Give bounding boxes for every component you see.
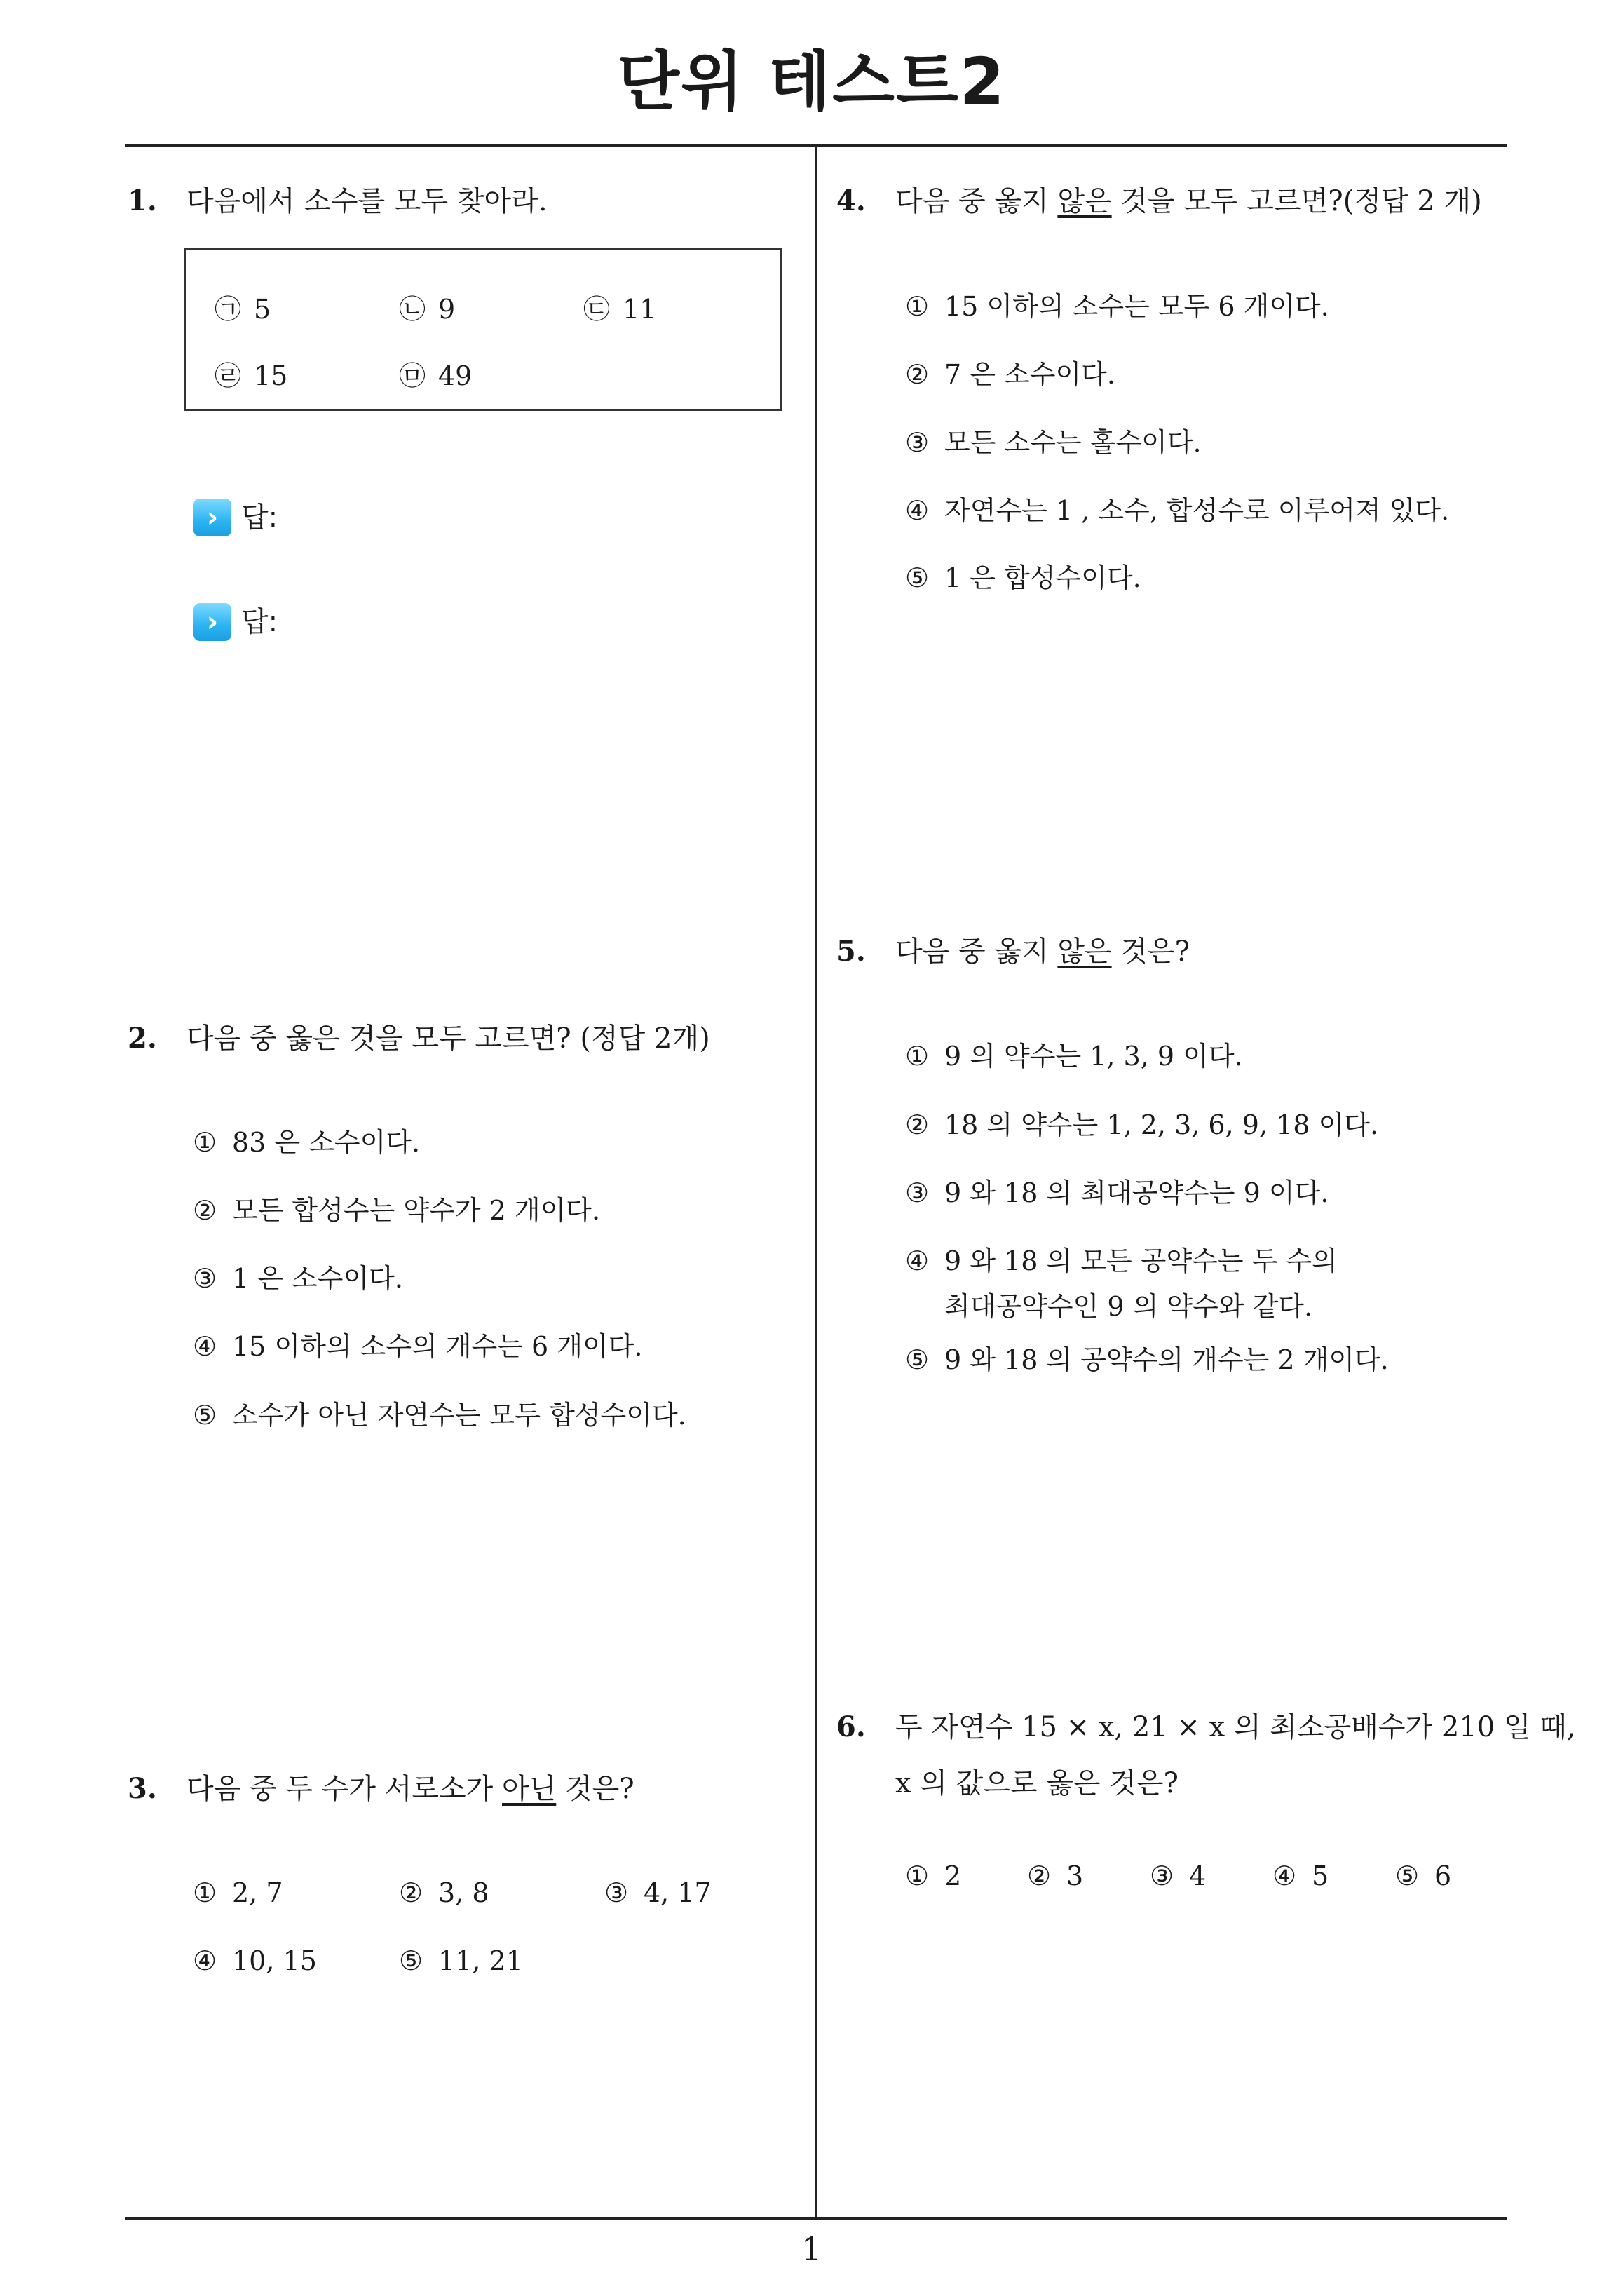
answer-option[interactable]: ① 2 — [905, 1861, 962, 1891]
question-text: 다음 중 옳지 않은 것은? — [895, 936, 1190, 968]
answer-option[interactable]: ① 9 의 약수는 1, 3, 9 이다. — [905, 1041, 1243, 1072]
footer-divider — [125, 2217, 1507, 2220]
question-text: 다음 중 두 수가 서로소가 아닌 것은? — [186, 1773, 634, 1805]
answer-option-continuation: 최대공약수인 9 의 약수와 같다. — [944, 1291, 1313, 1322]
box-item: ㉣ 15 — [215, 360, 288, 391]
answer-option[interactable]: ③ 4, 17 — [604, 1877, 712, 1908]
answer-option[interactable]: ④ 10, 15 — [193, 1945, 317, 1976]
answer-option[interactable]: ④ 15 이하의 소수의 개수는 6 개이다. — [193, 1331, 643, 1362]
question-text: 두 자연수 15 × x, 21 × x 의 최소공배수가 210 일 때, — [895, 1711, 1576, 1743]
box-item: ㉠ 5 — [215, 294, 271, 325]
answer-line[interactable]: › 답: — [193, 600, 278, 642]
answer-option[interactable]: ③ 9 와 18 의 최대공약수는 9 이다. — [905, 1177, 1329, 1208]
question-text: x 의 값으로 옳은 것은? — [895, 1767, 1179, 1799]
question-number: 4. — [836, 184, 866, 217]
answer-option[interactable]: ⑤ 11, 21 — [399, 1945, 523, 1976]
answer-option[interactable]: ① 2, 7 — [193, 1877, 283, 1908]
answer-option[interactable]: ⑤ 9 와 18 의 공약수의 개수는 2 개이다. — [905, 1344, 1389, 1375]
chevron-right-icon: › — [193, 499, 231, 536]
answer-option[interactable]: ④ 5 — [1272, 1861, 1329, 1891]
answer-option[interactable]: ④ 자연수는 1 , 소수, 합성수로 이루어져 있다. — [905, 495, 1450, 526]
question-number: 2. — [128, 1022, 157, 1055]
question-number: 3. — [128, 1772, 157, 1805]
answer-option[interactable]: ⑤ 6 — [1395, 1861, 1452, 1891]
question-number: 6. — [836, 1710, 866, 1743]
question-text: 다음에서 소수를 모두 찾아라. — [186, 185, 548, 217]
answer-option[interactable]: ① 15 이하의 소수는 모두 6 개이다. — [905, 291, 1329, 322]
question-number: 5. — [836, 935, 866, 968]
answer-option[interactable]: ② 3 — [1027, 1861, 1084, 1891]
answer-line[interactable]: › 답: — [193, 496, 278, 538]
page-number: 1 — [801, 2230, 822, 2268]
answer-option[interactable]: ⑤ 소수가 아닌 자연수는 모두 합성수이다. — [193, 1400, 686, 1431]
answer-option[interactable]: ⑤ 1 은 합성수이다. — [905, 562, 1141, 593]
page-title: 단위 테스트2 — [617, 44, 1006, 119]
question-number: 1. — [128, 184, 157, 217]
answer-option[interactable]: ① 83 은 소수이다. — [193, 1127, 421, 1158]
column-divider — [815, 146, 817, 2219]
answer-option[interactable]: ② 모든 합성수는 약수가 2 개이다. — [193, 1195, 601, 1226]
chevron-right-icon: › — [193, 603, 231, 641]
answer-option[interactable]: ② 7 은 소수이다. — [905, 359, 1115, 390]
answer-option[interactable]: ② 3, 8 — [399, 1877, 489, 1908]
answer-option[interactable]: ④ 9 와 18 의 모든 공약수는 두 수의 — [905, 1245, 1338, 1276]
box-item: ㉢ 11 — [583, 294, 657, 325]
answer-option[interactable]: ③ 1 은 소수이다. — [193, 1263, 403, 1294]
question-text: 다음 중 옳지 않은 것을 모두 고르면?(정답 2 개) — [895, 185, 1482, 217]
box-item: ㉤ 49 — [399, 360, 473, 391]
answer-option[interactable]: ③ 4 — [1150, 1861, 1207, 1891]
question-text: 다음 중 옳은 것을 모두 고르면? (정답 2개) — [186, 1022, 710, 1055]
answer-option[interactable]: ③ 모든 소수는 홀수이다. — [905, 427, 1202, 458]
answer-option[interactable]: ② 18 의 약수는 1, 2, 3, 6, 9, 18 이다. — [905, 1109, 1379, 1140]
box-item: ㉡ 9 — [399, 294, 456, 325]
